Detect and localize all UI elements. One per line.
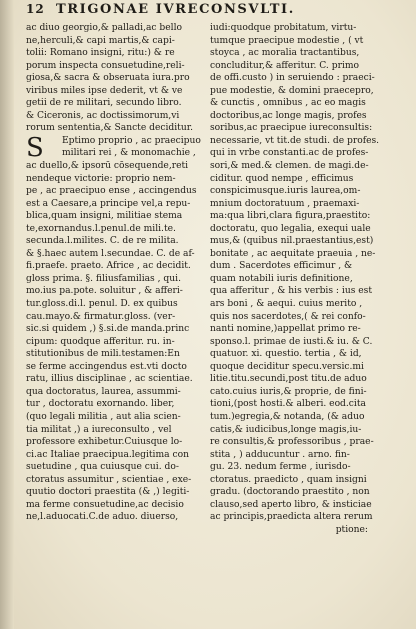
text-line: conspicimusque.iuris laurea,om- (210, 186, 361, 197)
text-line: litie.titu.secundi,post titu.de aduo (210, 374, 367, 385)
left-text-column (26, 22, 214, 524)
running-title: TRIGONAE IVRECONSVLTI. (56, 2, 295, 17)
text-line: professore exhibetur.Cuiusque lo- (26, 437, 183, 448)
drop-cap-paragraph-start (26, 132, 214, 163)
text-line: ne,l.aduocati.C.de aduo. diuerso, (26, 512, 179, 523)
text-line: bonitate , ac aequitate praeuia , ne- (210, 248, 376, 259)
text-line: soribus,ac praecipue iureconsultis: (210, 123, 373, 134)
text-line: se ferme accingendus est.vti docto (26, 361, 187, 372)
text-line: & Ciceronis, ac doctissimorum,vi (26, 110, 180, 121)
text-line: pue modestie, & domini praecepro, (210, 85, 374, 96)
text-line: quis nos sacerdotes,( & rei confo- (210, 311, 366, 322)
text-line: ma ferme consuetudine,ac decisio (26, 499, 184, 510)
text-line: ne,herculi,& capi martis,& capi- (26, 35, 175, 46)
text-line: fi.praefe. praeto. Africe , ac decidit. (26, 261, 191, 272)
text-line: de offi.custo ) in seruiendo : praeci- (210, 73, 375, 84)
text-line: porum inspecta consuetudine,reli- (26, 60, 185, 71)
text-line: necessarie, vt tit.de studi. de profes. (210, 135, 380, 146)
text-line: concluditur,& afferitur. C. primo (210, 60, 360, 71)
text-line: ctoratus. praedicto , quam insigni (210, 474, 367, 485)
text-line: qui in vrbe constanti.ac de profes- (210, 148, 369, 159)
text-line: ci.ac Italiae praecipua.legitima con (26, 449, 189, 460)
text-line: secunda.l.milites. C. de re milita. (26, 236, 179, 247)
text-line: te,exornandus.l.penul.de mili.te. (26, 223, 176, 234)
page-number: 12 (26, 2, 45, 16)
text-line: suetudine , qua cuiusque cui. do- (26, 462, 179, 473)
catchword-line: ptione: (335, 524, 368, 535)
text-line: nendeque victorie: proprio nem- (26, 173, 176, 184)
text-line: viribus miles ipse dederit, vt & ve (26, 85, 183, 96)
text-line: tum.)egregia,& notanda, (& aduo (210, 411, 365, 422)
text-line: ars boni , & aequi. cuius merito , (210, 299, 363, 310)
text-line: stita , ) adducuntur . arno. fin- (210, 449, 350, 460)
text-line: blica,quam insigni, militiae stema (26, 211, 183, 222)
text-line: cipum: quodque afferitur. ru. in- (26, 336, 175, 347)
text-line: dum . Sacerdotes efficimur , & (210, 261, 353, 272)
text-line: sic.si quidem ,) §.si.de manda.princ (26, 324, 190, 335)
text-line: cau.mayo.& firmatur.gloss. (ver- (26, 311, 176, 322)
right-text-column (210, 22, 398, 536)
text-line: tia militat ,) a iureconsulto , vel (26, 424, 172, 435)
text-line: tur.gloss.di.l. penul. D. ex quibus (26, 299, 178, 310)
text-line: sori,& med.& clemen. de magi.de- (210, 161, 369, 172)
text-line: ratu, illius disciplinae , ac scientiae. (26, 374, 193, 385)
binding-gutter (0, 0, 14, 629)
text-line: mus,& (quibus nil.praestantius,est) (210, 236, 374, 247)
text-line: quutio doctori praestita (& ,) legiti- (26, 487, 190, 498)
text-line: qua afferitur , & his verbis : ius est (210, 286, 373, 297)
text-line: doctoratu, quo legalia, exequi uale (210, 223, 371, 234)
text-line: quatuor. xi. questio. tertia , & id, (210, 349, 362, 360)
text-line: ac principis,praedicta altera rerum (210, 512, 373, 523)
running-head (26, 2, 398, 24)
text-line: ac diuo georgio,& palladi,ac bello (26, 23, 182, 33)
text-line: tur , doctoratu exornando. liber, (26, 399, 175, 410)
text-line: & §.haec autem l.secundae. C. de af- (26, 248, 195, 259)
text-line: sponso.l. primae de iusti.& iu. & C. (210, 336, 373, 347)
text-line: cato.cuius iuris,& proprie, de fini- (210, 386, 367, 397)
text-line: qua doctoratus, laurea, assummi- (26, 386, 181, 397)
drop-cap-letter: S (26, 132, 44, 163)
text-line: gloss prima. §. filiusfamilias , qui. (26, 273, 181, 284)
text-line: catis,& iudicibus,longe magis,iu- (210, 424, 362, 435)
text-line: ctoratus assumitur , scientiae , exe- (26, 474, 192, 485)
text-line: gradu. (doctorando praestito , non (210, 487, 370, 498)
text-line: rorum sententia,& Sancte deciditur. (26, 123, 193, 134)
text-line: mnium doctoratuum , praemaxi- (210, 198, 360, 209)
text-line: quam notabili iuris definitione, (210, 273, 353, 284)
text-line: doctoribus,ac longe magis, profes (210, 110, 367, 121)
text-line: stitutionibus de mili.testamen:En (26, 349, 180, 360)
text-line: nanti nomine,)appellat primo re- (210, 324, 361, 335)
text-line: re consultis,& professoribus , prae- (210, 437, 374, 448)
text-line: & cunctis , omnibus , ac eo magis (210, 98, 366, 109)
text-line: stoyca , ac moralia tractantibus, (210, 48, 360, 59)
text-line: getii de re militari, secundo libro. (26, 98, 182, 109)
text-line: Eptimo proprio , ac praecipuo (62, 135, 201, 146)
text-line: pe , ac praecipuo ense , accingendus (26, 186, 197, 197)
text-line: est a Caesare,a principe vel,a repu- (26, 198, 191, 209)
text-line: gu. 23. nedum ferme , iurisdo- (210, 462, 351, 473)
text-line: ac duello,& ipsorū cōsequende,reti (26, 161, 189, 172)
text-line: militari rei , & monomachie , (62, 148, 196, 159)
text-line: mo.ius pa.pote. soluitur , & afferi- (26, 286, 183, 297)
text-line: tioni,(post hosti.& alberi. eod.cita (210, 399, 366, 410)
text-line: quoque deciditur specu.versic.mi (210, 361, 364, 372)
text-line: tolii: Romano insigni, ritu:) & re (26, 48, 175, 59)
text-line: iudi:quodque probitatum, virtu- (210, 23, 357, 33)
text-line: (quo legali militia , aut alia scien- (26, 411, 181, 422)
text-line: tumque praecipue modestie , ( vt (210, 35, 364, 46)
text-line: ma:qua libri,clara figura,praestito: (210, 211, 371, 222)
text-line: ciditur. quod nempe , efficimus (210, 173, 354, 184)
text-line: clauso,sed aperto libro, & insticiae (210, 499, 372, 510)
text-line: giosa,& sacra & obseruata iura.pro (26, 73, 190, 84)
